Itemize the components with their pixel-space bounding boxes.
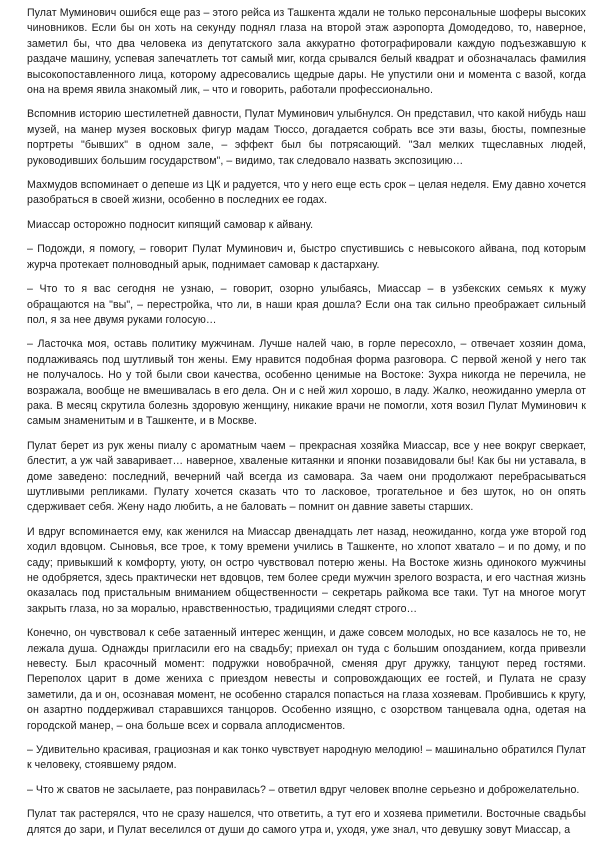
paragraph: Махмудов вспоминает о депеше из ЦК и радуется, что у него еще есть срок – целая неделя. Ему давно хочется разобраться в своей жизни, особенно в последних ее годах.: [27, 179, 586, 207]
paragraph: Пулат так растерялся, что не сразу нашелся, что ответить, а тут его и хозяева приметили. Восточные свадьбы длятся до зари, и Пулат веселился от души до самого утра и, уходя, уже знал, что девушку зовут Миассар, а: [27, 808, 586, 836]
paragraph: – Удивительно красивая, грациозная и как тонко чувствует народную мелодию! – машинально обратился Пулат к человеку, стоявшему рядом.: [27, 744, 586, 772]
paragraph: Конечно, он чувствовал к себе затаенный интерес женщин, и даже совсем молодых, но все казалось не то, не лежала душа. Однажды пригласили его на свадьбу; приехал он туда с большим опозданием, когда привезли невесту. Был красочный момент: подружки новобрачной, сменяя друг дружку, танцуют перед гостями. Переполох царит в доме жениха с приездом невесты и сопровождающих ее гостей, и Пулата не сразу заметили, да и он, осознавая момент, не особенно старался попасться на глаза хозяевам. Пробившись к кругу, он азартно поддерживал старавшихся танцоров. Особенно изящно, с озорством танцевала одна, одетая на городской манер, – она больше всех и сорвала аплодисментов.: [27, 627, 586, 732]
paragraph: Вспомнив историю шестилетней давности, Пулат Муминович улыбнулся. Он представил, что какой нибудь наш музей, на манер музея восковых фигур мадам Тюссо, догадается собрать все эти вазы, бюсты, помпезные портреты "бывших" в одном зале, – эффект был бы потрясающий. "Зал мелких тщеславных людей, руководивших большим государством", – видимо, так следовало назвать экспозицию…: [27, 108, 586, 167]
paragraph: – Что ж сватов не засылаете, раз понравилась? – ответил вдруг человек вполне серьезно и доброжелательно.: [27, 783, 580, 796]
paragraph: – Что то я вас сегодня не узнаю, – говорит, озорно улыбаясь, Миассар – в узбекских семьях к мужу обращаются на "вы", – перестройка, что ли, в наши края дошла? Если она так сильно преображает сильный пол, я за нее двумя руками голосую…: [27, 283, 586, 326]
paragraph: – Подожди, я помогу, – говорит Пулат Муминович и, быстро спустившись с невысокого айвана, под которым журча протекает полноводный арык, поднимает самовар к дастархану.: [27, 243, 586, 271]
paragraph: И вдруг вспоминается ему, как женился на Миассар двенадцать лет назад, неожиданно, когда уже второй год ходил вдовцом. Сыновья, все трое, к тому времени учились в Ташкенте, но хлопот хватало – и по дому, и по саду; привыкший к комфорту, уюту, он остро чувствовал потерю жены. На Востоке жизнь одинокого мужчины не одобряется, здесь практически нет вдовцов, тем более среди мужчин зрелого возраста, и его частная жизнь оказалась под пристальным вниманием общественности – секретарь райкома все таки. Тут на многое могут закрыть глаза, но за моралью, нравственностью, традициями следят строго…: [27, 525, 586, 615]
paragraph: Пулат берет из рук жены пиалу с ароматным чаем – прекрасная хозяйка Миассар, все у нее вокруг сверкает, блестит, а уж чай заваривает… наверное, хваленые китаянки и японки позавидовали бы! Как бы ни уставала, в доме заведено: последний, вечерний чай всегда из самовара. За чаем они продолжают перебрасываться шутливыми репликами. Пулату хочется сказать что то ласковое, трогательное и без шуток, но он опять сдерживает себя. Жену надо любить, а не баловать – помнит он давние заветы старших.: [27, 439, 586, 514]
paragraph: Пулат Муминович ошибся еще раз – этого рейса из Ташкента ждали не только персональные шоферы высоких чиновников. Если бы он хоть на секунду поднял глаза на второй этаж аэропорта Домодедово, то, наверное, заметил бы, что два человека из депутатского зала аккуратно фотографировали каждую подъезжавшую к раздаче машину, успевая запечатлеть тот самый миг, когда срывался белый квадрат и обозначалась фамилия высокопоставленного лица, которому адресовались щедрые дары. Не упустили они и момента с вазой, когда она на время явила знакомый лик, – что и говорить, работали профессионально.: [27, 7, 586, 97]
paragraph: – Ласточка моя, оставь политику мужчинам. Лучше налей чаю, в горле пересохло, – отвечает хозяин дома, подлаживаясь под шутливый тон жены. Ему нравится подобная форма разговора. С первой женой у него так не получалось. Но у той были свои качества, особенно ценимые на Востоке: Зухра никогда не перечила, не возражала, вообще не вмешивалась в его дела. Он и с ней жил хорошо, в ладу. Жалко, неожиданно умерла от рака. В месяц скрутила болезнь здоровую женщину, никакие врачи не помогли, хотя возил Пулат Муминович к самым знаменитым и в Ташкенте, и в Москве.: [27, 338, 586, 428]
paragraph: Миассар осторожно подносит кипящий самовар к айвану.: [27, 218, 314, 231]
